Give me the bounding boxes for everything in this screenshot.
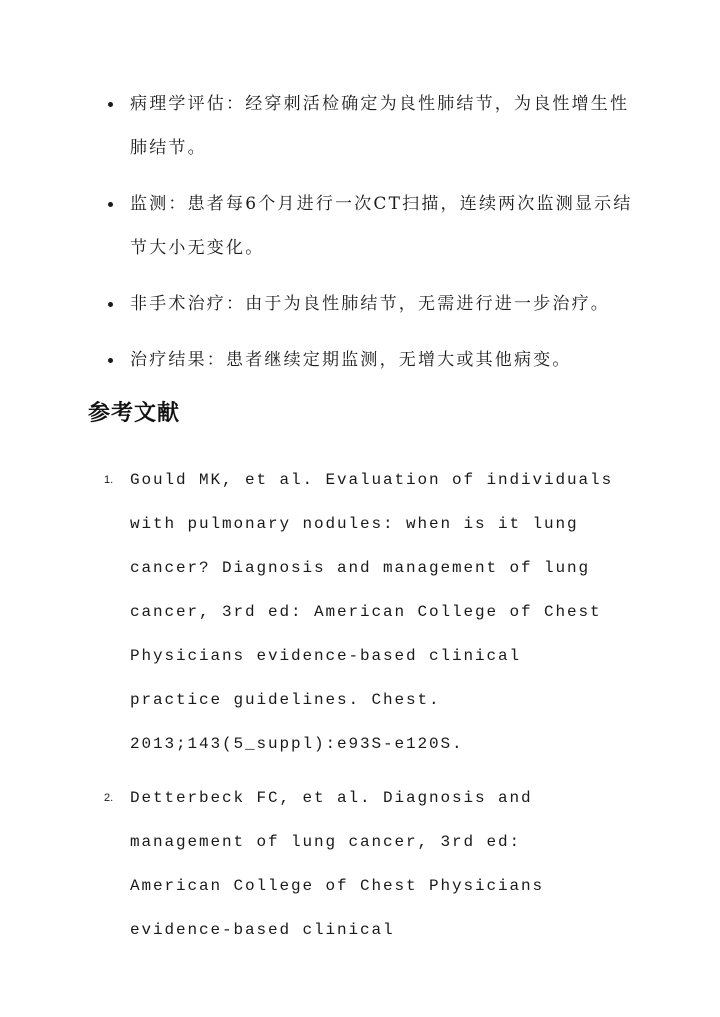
bullet-marker bbox=[108, 302, 113, 307]
reference-item bbox=[104, 458, 624, 766]
bullet-text: 监测：患者每6个月进行一次CT扫描，连续两次监测显示结节大小无变化。 bbox=[130, 194, 633, 258]
bullet-marker bbox=[108, 102, 113, 107]
bullet-item bbox=[104, 282, 644, 326]
bullet-item bbox=[104, 338, 644, 382]
references-list bbox=[104, 458, 624, 962]
reference-item bbox=[104, 776, 624, 952]
bullet-item bbox=[104, 82, 644, 170]
reference-text: Gould MK, et al. Evaluation of individuals with pulmonary nodules: when is it lung cancer? Diagnosis and management of lung cancer, 3rd ed: American College of Chest Physicians evidence-based clinical practice guidelines. Chest. 2013;143(5_suppl):e93S-e120S. bbox=[130, 471, 614, 753]
reference-number: 2. bbox=[104, 792, 114, 804]
bullet-marker bbox=[108, 202, 113, 207]
bullet-marker bbox=[108, 358, 113, 363]
bullet-text: 病理学评估：经穿刺活检确定为良性肺结节，为良性增生性肺结节。 bbox=[130, 94, 630, 158]
bullet-item bbox=[104, 182, 644, 270]
treatment-bullet-list bbox=[104, 82, 644, 394]
bullet-text: 治疗结果：患者继续定期监测，无增大或其他病变。 bbox=[130, 350, 572, 370]
reference-number: 1. bbox=[104, 474, 114, 486]
bullet-text: 非手术治疗：由于为良性肺结节，无需进行进一步治疗。 bbox=[130, 294, 610, 314]
references-heading: 参考文献 bbox=[88, 400, 181, 426]
reference-text: Detterbeck FC, et al. Diagnosis and management of lung cancer, 3rd ed: American College of Chest Physicians evidence-based clinical bbox=[130, 789, 545, 939]
